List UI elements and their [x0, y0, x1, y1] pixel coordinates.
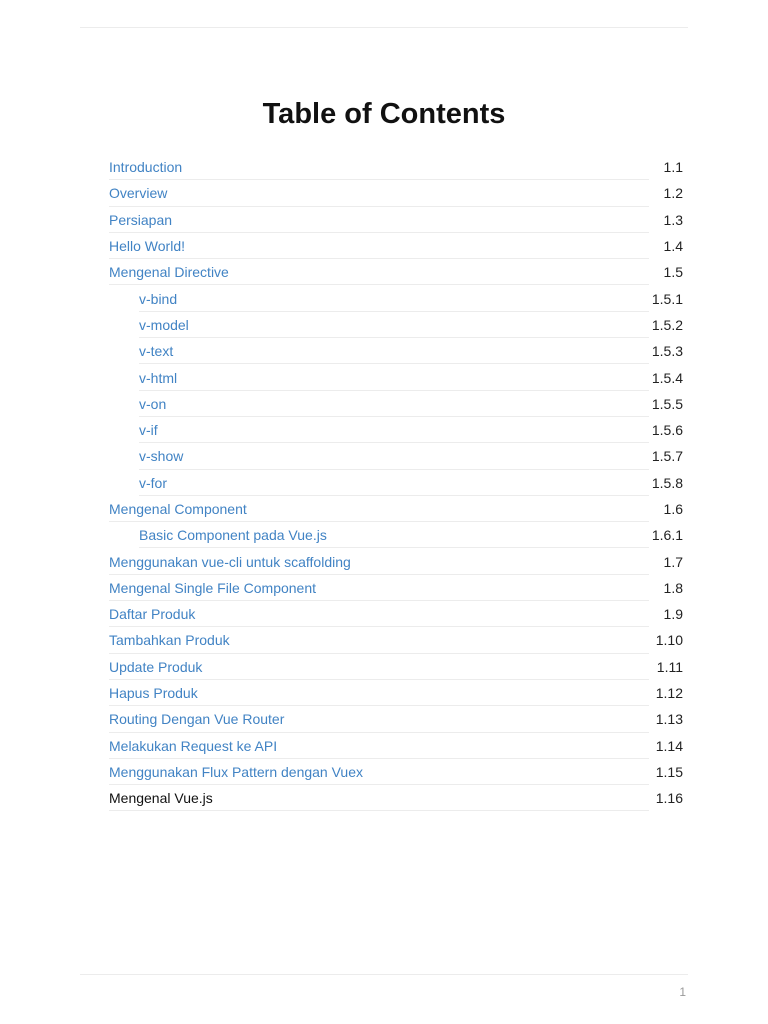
toc-entry-number: 1.4	[663, 238, 683, 255]
toc-entry-label[interactable]: Melakukan Request ke API	[109, 737, 278, 754]
toc-entry-number: 1.6	[663, 501, 683, 517]
toc-entry-label[interactable]: Mengenal Component	[109, 501, 247, 517]
page-number: 1	[679, 985, 686, 999]
toc-entry[interactable]	[109, 312, 683, 338]
toc-entry-label[interactable]: Menggunakan Flux Pattern dengan Vuex	[109, 763, 363, 780]
toc-entry[interactable]	[109, 522, 683, 548]
toc-entry-number: 1.5.8	[651, 474, 683, 491]
toc-entry-label[interactable]: Menggunakan vue-cli untuk scaffolding	[109, 553, 351, 570]
toc-entry-label[interactable]: Overview	[109, 185, 168, 202]
toc-entry-number: 1.3	[663, 211, 683, 228]
toc-entry-label[interactable]: v-text	[139, 343, 174, 360]
toc-entry[interactable]	[109, 680, 683, 706]
toc-entry-number: 1.5.4	[651, 369, 683, 386]
toc-entry-number: 1.9	[663, 606, 683, 623]
toc-entry-number: 1.5.1	[651, 290, 683, 307]
toc-entry-label[interactable]: v-bind	[139, 290, 178, 307]
toc-entry[interactable]	[109, 364, 683, 390]
toc-entry-number: 1.10	[655, 632, 683, 649]
toc-entry[interactable]	[109, 654, 683, 680]
toc-entry[interactable]	[109, 627, 683, 653]
toc-entry-label[interactable]: Routing Dengan Vue Router	[109, 711, 285, 728]
toc-entry-label[interactable]: Persiapan	[109, 211, 173, 228]
toc-entry[interactable]	[109, 470, 683, 496]
toc-entry-number: 1.1	[663, 159, 683, 176]
toc-entry-number: 1.7	[663, 553, 683, 570]
toc-entry-label[interactable]: v-if	[139, 422, 158, 439]
page-title: Table of Contents	[262, 98, 506, 130]
toc-entry-label[interactable]: v-for	[139, 474, 167, 491]
toc-entry-number: 1.5	[663, 264, 683, 281]
toc-entry-label[interactable]: Update Produk	[109, 658, 203, 675]
toc-entry[interactable]	[109, 601, 683, 627]
toc-entry-number: 1.8	[663, 579, 683, 596]
toc-entry[interactable]	[109, 180, 683, 206]
toc-entry[interactable]	[109, 417, 683, 443]
toc-entry-label[interactable]: Daftar Produk	[109, 606, 196, 623]
toc-entry-label[interactable]: v-show	[139, 448, 184, 465]
toc-entry-label[interactable]: v-model	[139, 316, 189, 333]
toc-entry-number: 1.5.3	[651, 343, 683, 360]
toc-entry[interactable]	[109, 338, 683, 364]
toc-entry[interactable]	[109, 285, 683, 311]
toc-entry-number: 1.16	[655, 790, 683, 807]
toc-entry-label[interactable]: Introduction	[109, 159, 183, 176]
toc-entry-label[interactable]: Hello World!	[109, 238, 185, 255]
toc-entry[interactable]	[109, 706, 683, 732]
table-of-contents	[109, 154, 683, 811]
toc-entry-label[interactable]: Basic Component pada Vue.js	[139, 527, 327, 544]
toc-entry[interactable]	[109, 496, 683, 522]
toc-entry-label[interactable]: Tambahkan Produk	[109, 632, 230, 649]
toc-entry	[109, 785, 683, 811]
toc-entry[interactable]	[109, 548, 683, 574]
toc-entry[interactable]	[109, 759, 683, 785]
toc-entry[interactable]	[109, 259, 683, 285]
toc-entry-number: 1.13	[655, 711, 683, 728]
toc-entry-number: 1.2	[663, 185, 683, 202]
toc-entry-number: 1.11	[656, 658, 683, 675]
toc-entry-number: 1.5.2	[651, 316, 683, 333]
toc-entry[interactable]	[109, 207, 683, 233]
toc-entry-number: 1.5.5	[651, 395, 683, 412]
toc-entry-label[interactable]: Mengenal Single File Component	[109, 579, 317, 596]
toc-entry-number: 1.15	[655, 763, 683, 780]
toc-entry-label: Mengenal Vue.js	[109, 790, 213, 807]
bottom-rule	[80, 974, 688, 975]
toc-entry-number: 1.6.1	[651, 527, 683, 544]
toc-entry[interactable]	[109, 575, 683, 601]
toc-entry-number: 1.5.7	[651, 448, 683, 465]
toc-entry[interactable]	[109, 233, 683, 259]
toc-entry-number: 1.5.6	[651, 422, 683, 439]
toc-entry-label[interactable]: Mengenal Directive	[109, 264, 229, 281]
toc-entry[interactable]	[109, 391, 683, 417]
toc-entry-number: 1.14	[655, 737, 683, 754]
toc-entry-number: 1.12	[655, 685, 683, 702]
toc-entry-label[interactable]: v-on	[139, 395, 167, 412]
toc-entry[interactable]	[109, 733, 683, 759]
toc-entry-label[interactable]: Hapus Produk	[109, 685, 198, 702]
toc-entry[interactable]	[109, 443, 683, 469]
toc-entry[interactable]	[109, 154, 683, 180]
toc-entry-label[interactable]: v-html	[139, 369, 178, 386]
top-rule	[80, 27, 688, 28]
